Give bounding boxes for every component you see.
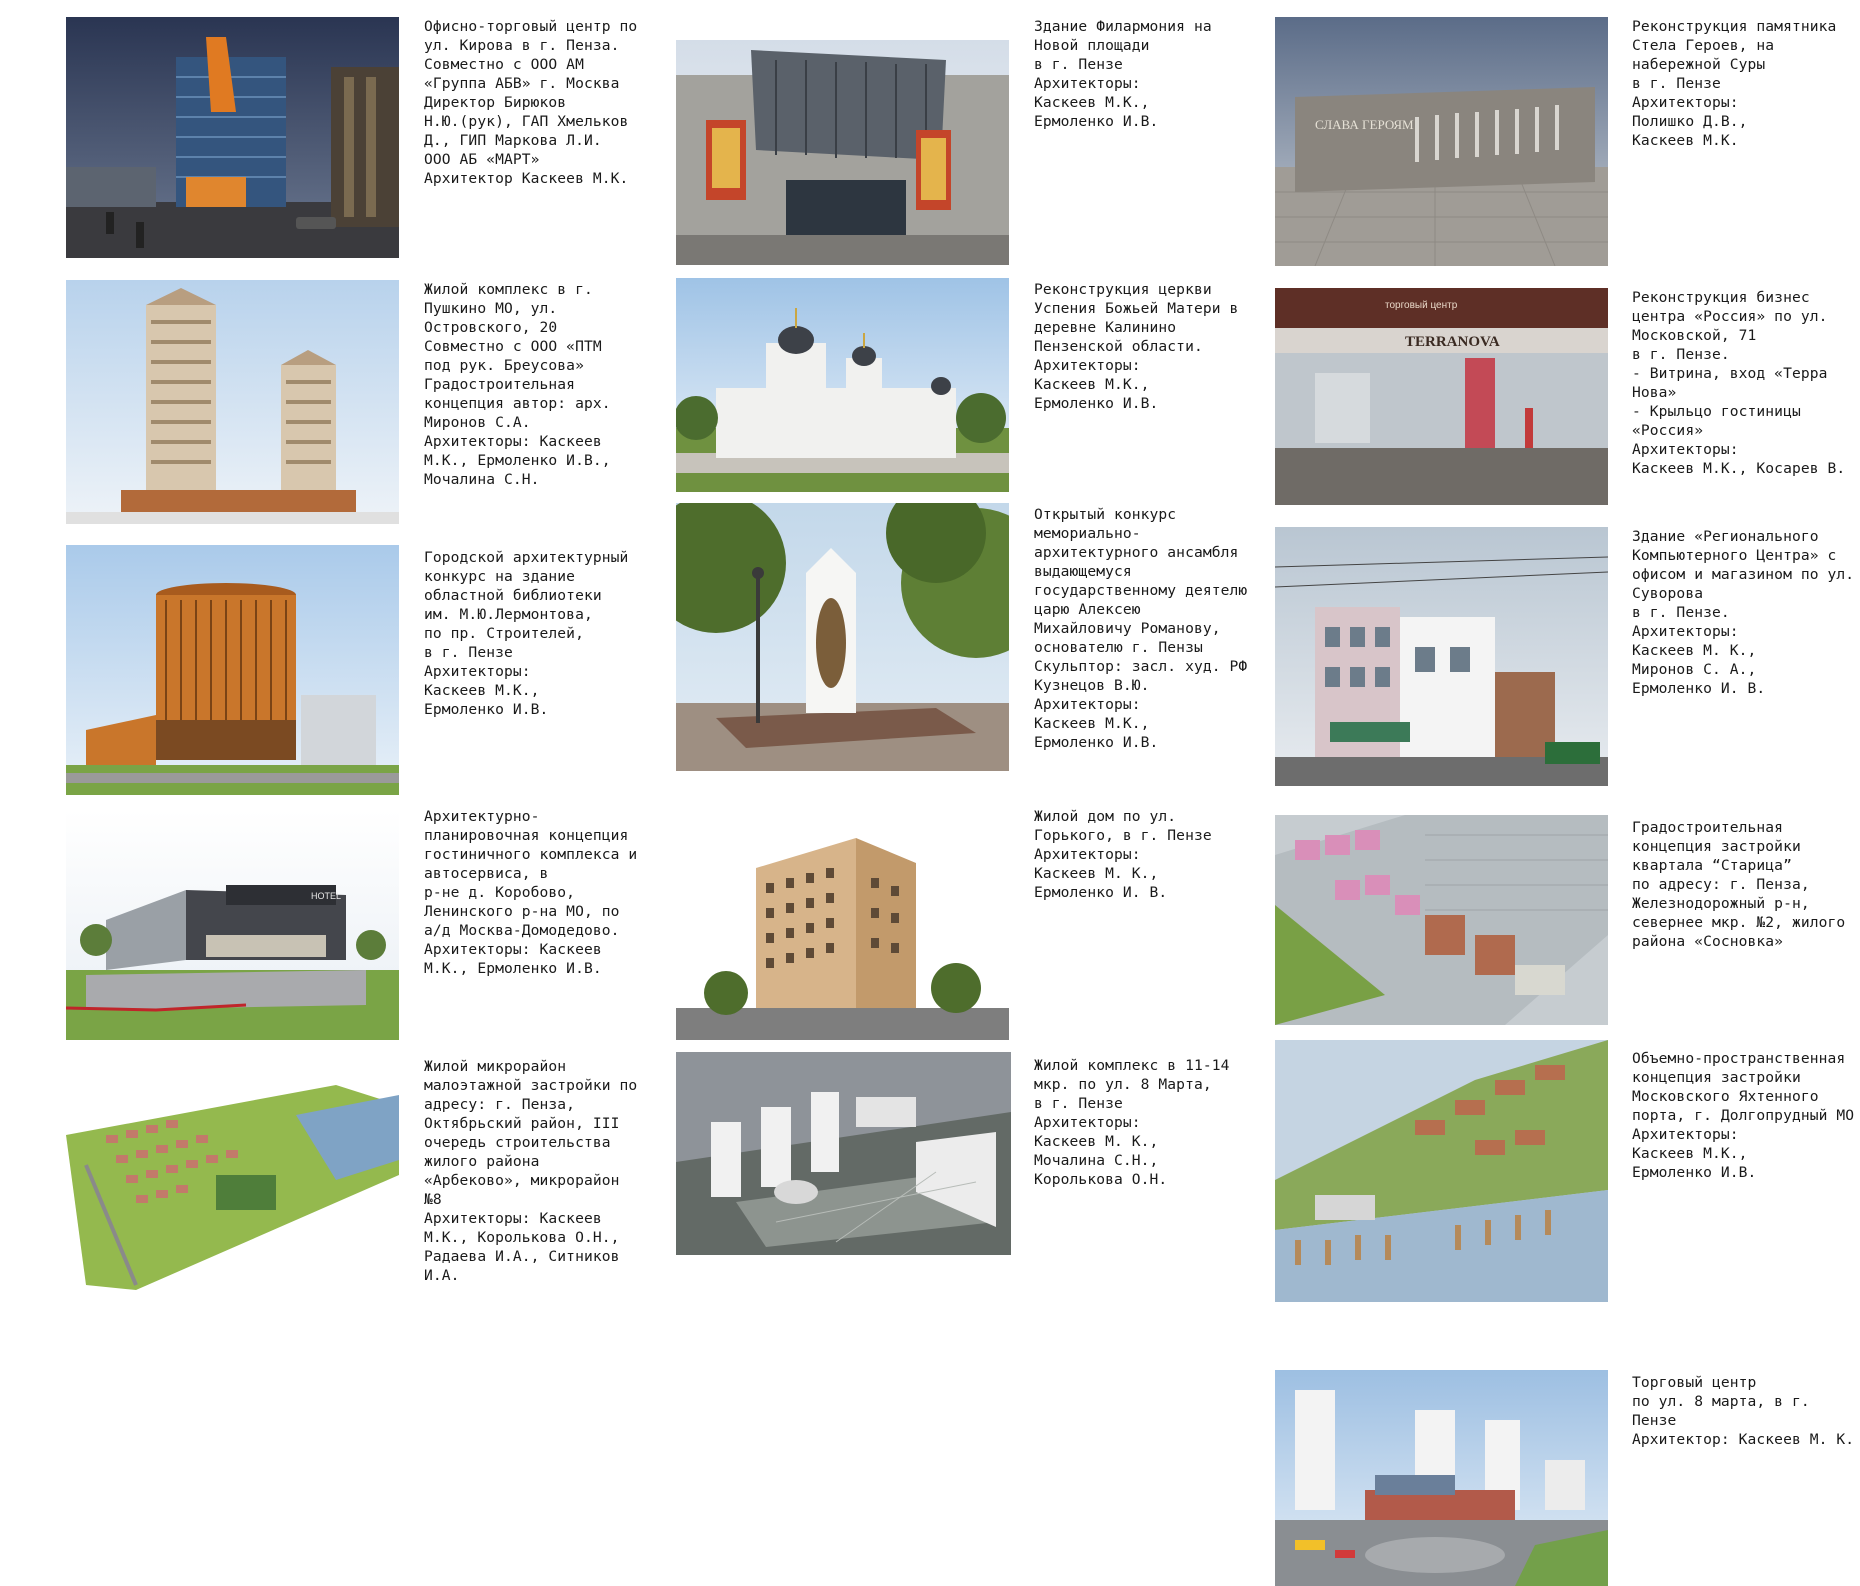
project-caption: Здание «Регионального Компьютерного Центра» с офисом и магазином по ул. Суворова в г. Пензе. Архитекторы: Каскеев М. К., Миронов С. А., Ермоленко И. В. xyxy=(1632,528,1855,697)
project-image-stela-heroes xyxy=(1275,17,1608,266)
project-caption: Реконструкция церкви Успения Божьей Матери в деревне Калинино Пензенской области. Архитекторы: Каскеев М.К., Ермоленко И.В. xyxy=(1034,281,1239,412)
project-caption: Жилой комплекс в г. Пушкино МО, ул. Островского, 20 Совместно с ООО «ПТМ под рук. Бреусова» Градостроительная концепция автор: арх. Миронов С.А. Архитекторы: Каскеев М.К., Ермоленко И.В., Мочалина С.Н. xyxy=(424,281,611,488)
project-image-shopping-center xyxy=(1275,1370,1608,1586)
project-image-office-tower xyxy=(66,17,399,258)
project-caption: Жилой дом по ул. Горького, в г. Пензе Архитекторы: Каскеев М. К., Ермоленко И. В. xyxy=(1034,808,1212,901)
project-image-hotel-complex xyxy=(66,810,399,1040)
project-caption: Реконструкция памятника Стела Героев, на набережной Суры в г. Пензе Архитекторы: Полишко Д.В., Каскеев М.К. xyxy=(1632,18,1837,149)
project-image-business-center xyxy=(1275,288,1608,505)
project-caption: Здание Филармония на Новой площади в г. Пензе Архитекторы: Каскеев М.К., Ермоленко И.В. xyxy=(1034,18,1212,130)
project-caption: Торговый центр по ул. 8 марта, в г. Пензе Архитектор: Каскеев М. К. xyxy=(1632,1374,1855,1448)
project-image-computer-center xyxy=(1275,527,1608,786)
project-caption: Жилой микрорайон малоэтажной застройки по адресу: г. Пенза, Октябрьский район, III очередь строительства жилого района «Арбеково», микрорайон №8 Архитекторы: Каскеев М.К., Королькова О.Н., Радаева И.А., Ситников И.А. xyxy=(424,1058,638,1284)
project-image-yacht-port xyxy=(1275,1040,1608,1302)
project-image-microdistrict-plan xyxy=(66,1065,399,1290)
project-caption: Открытый конкурс мемориально- архитектурного ансамбля выдающемуся государственному деятелю царю Алексею Михайловичу Романову, основателю г. Пензы Скульптор: засл. худ. РФ Кузнецов В.Ю. Архитекторы: Каскеев М.К., Ермоленко И.В. xyxy=(1034,506,1248,751)
project-caption: Реконструкция бизнес центра «Россия» по ул. Московской, 71 в г. Пензе. - Витрина, вход «Терра Нова» - Крыльцо гостиницы «Россия» Архитекторы: Каскеев М.К., Косарев В. xyxy=(1632,289,1846,477)
project-caption: Архитектурно- планировочная концепция гостиничного комплекса и автосервиса, в р-не д. Коробово, Ленинского р-на МО, по а/д Москва-Домодедово. Архитекторы: Каскеев М.К., Ермоленко И.В. xyxy=(424,808,638,977)
project-caption: Городской архитектурный конкурс на здание областной библиотеки им. М.Ю.Лермонтова, по пр. Строителей, в г. Пензе Архитекторы: Каскеев М.К., Ермоленко И.В. xyxy=(424,549,629,718)
project-image-library xyxy=(66,545,399,795)
stela-sign: СЛАВА ГЕРОЯМ xyxy=(1315,117,1414,132)
project-image-residential-towers xyxy=(66,280,399,524)
project-caption: Жилой комплекс в 11-14 мкр. по ул. 8 Марта, в г. Пензе Архитекторы: Каскеев М. К., Мочалина С.Н., Королькова О.Н. xyxy=(1034,1057,1230,1188)
project-caption: Градостроительная концепция застройки квартала “Старица” по адресу: г. Пенза, Железнодорожный р-н, севернее мкр. №2, жилого района «Сосновка» xyxy=(1632,819,1846,950)
project-image-philharmonic xyxy=(676,40,1009,265)
torg-sign: торговый центр xyxy=(1385,300,1458,311)
project-image-church xyxy=(676,278,1009,492)
project-caption: Объемно-пространственная концепция застройки Московского Яхтенного порта, г. Долгопрудный МО Архитекторы: Каскеев М.К., Ермоленко И.В. xyxy=(1632,1050,1855,1181)
project-caption: Офисно-торговый центр по ул. Кирова в г. Пенза. Совместно с ООО АМ «Группа АБВ» г. Москва Директор Бирюков Н.Ю.(рук), ГАП Хмельков Д., ГИП Маркова Л.И. ООО АБ «МАРТ» Архитектор Каскеев М.К. xyxy=(424,18,638,187)
project-image-residential-house xyxy=(676,808,1009,1040)
project-image-residential-complex xyxy=(676,1052,1011,1255)
project-image-tsar-monument xyxy=(676,503,1009,771)
project-image-staritsa-quarter xyxy=(1275,815,1608,1025)
hotel-sign: HOTEL xyxy=(311,891,342,901)
terranova-sign: TERRANOVA xyxy=(1405,334,1500,350)
